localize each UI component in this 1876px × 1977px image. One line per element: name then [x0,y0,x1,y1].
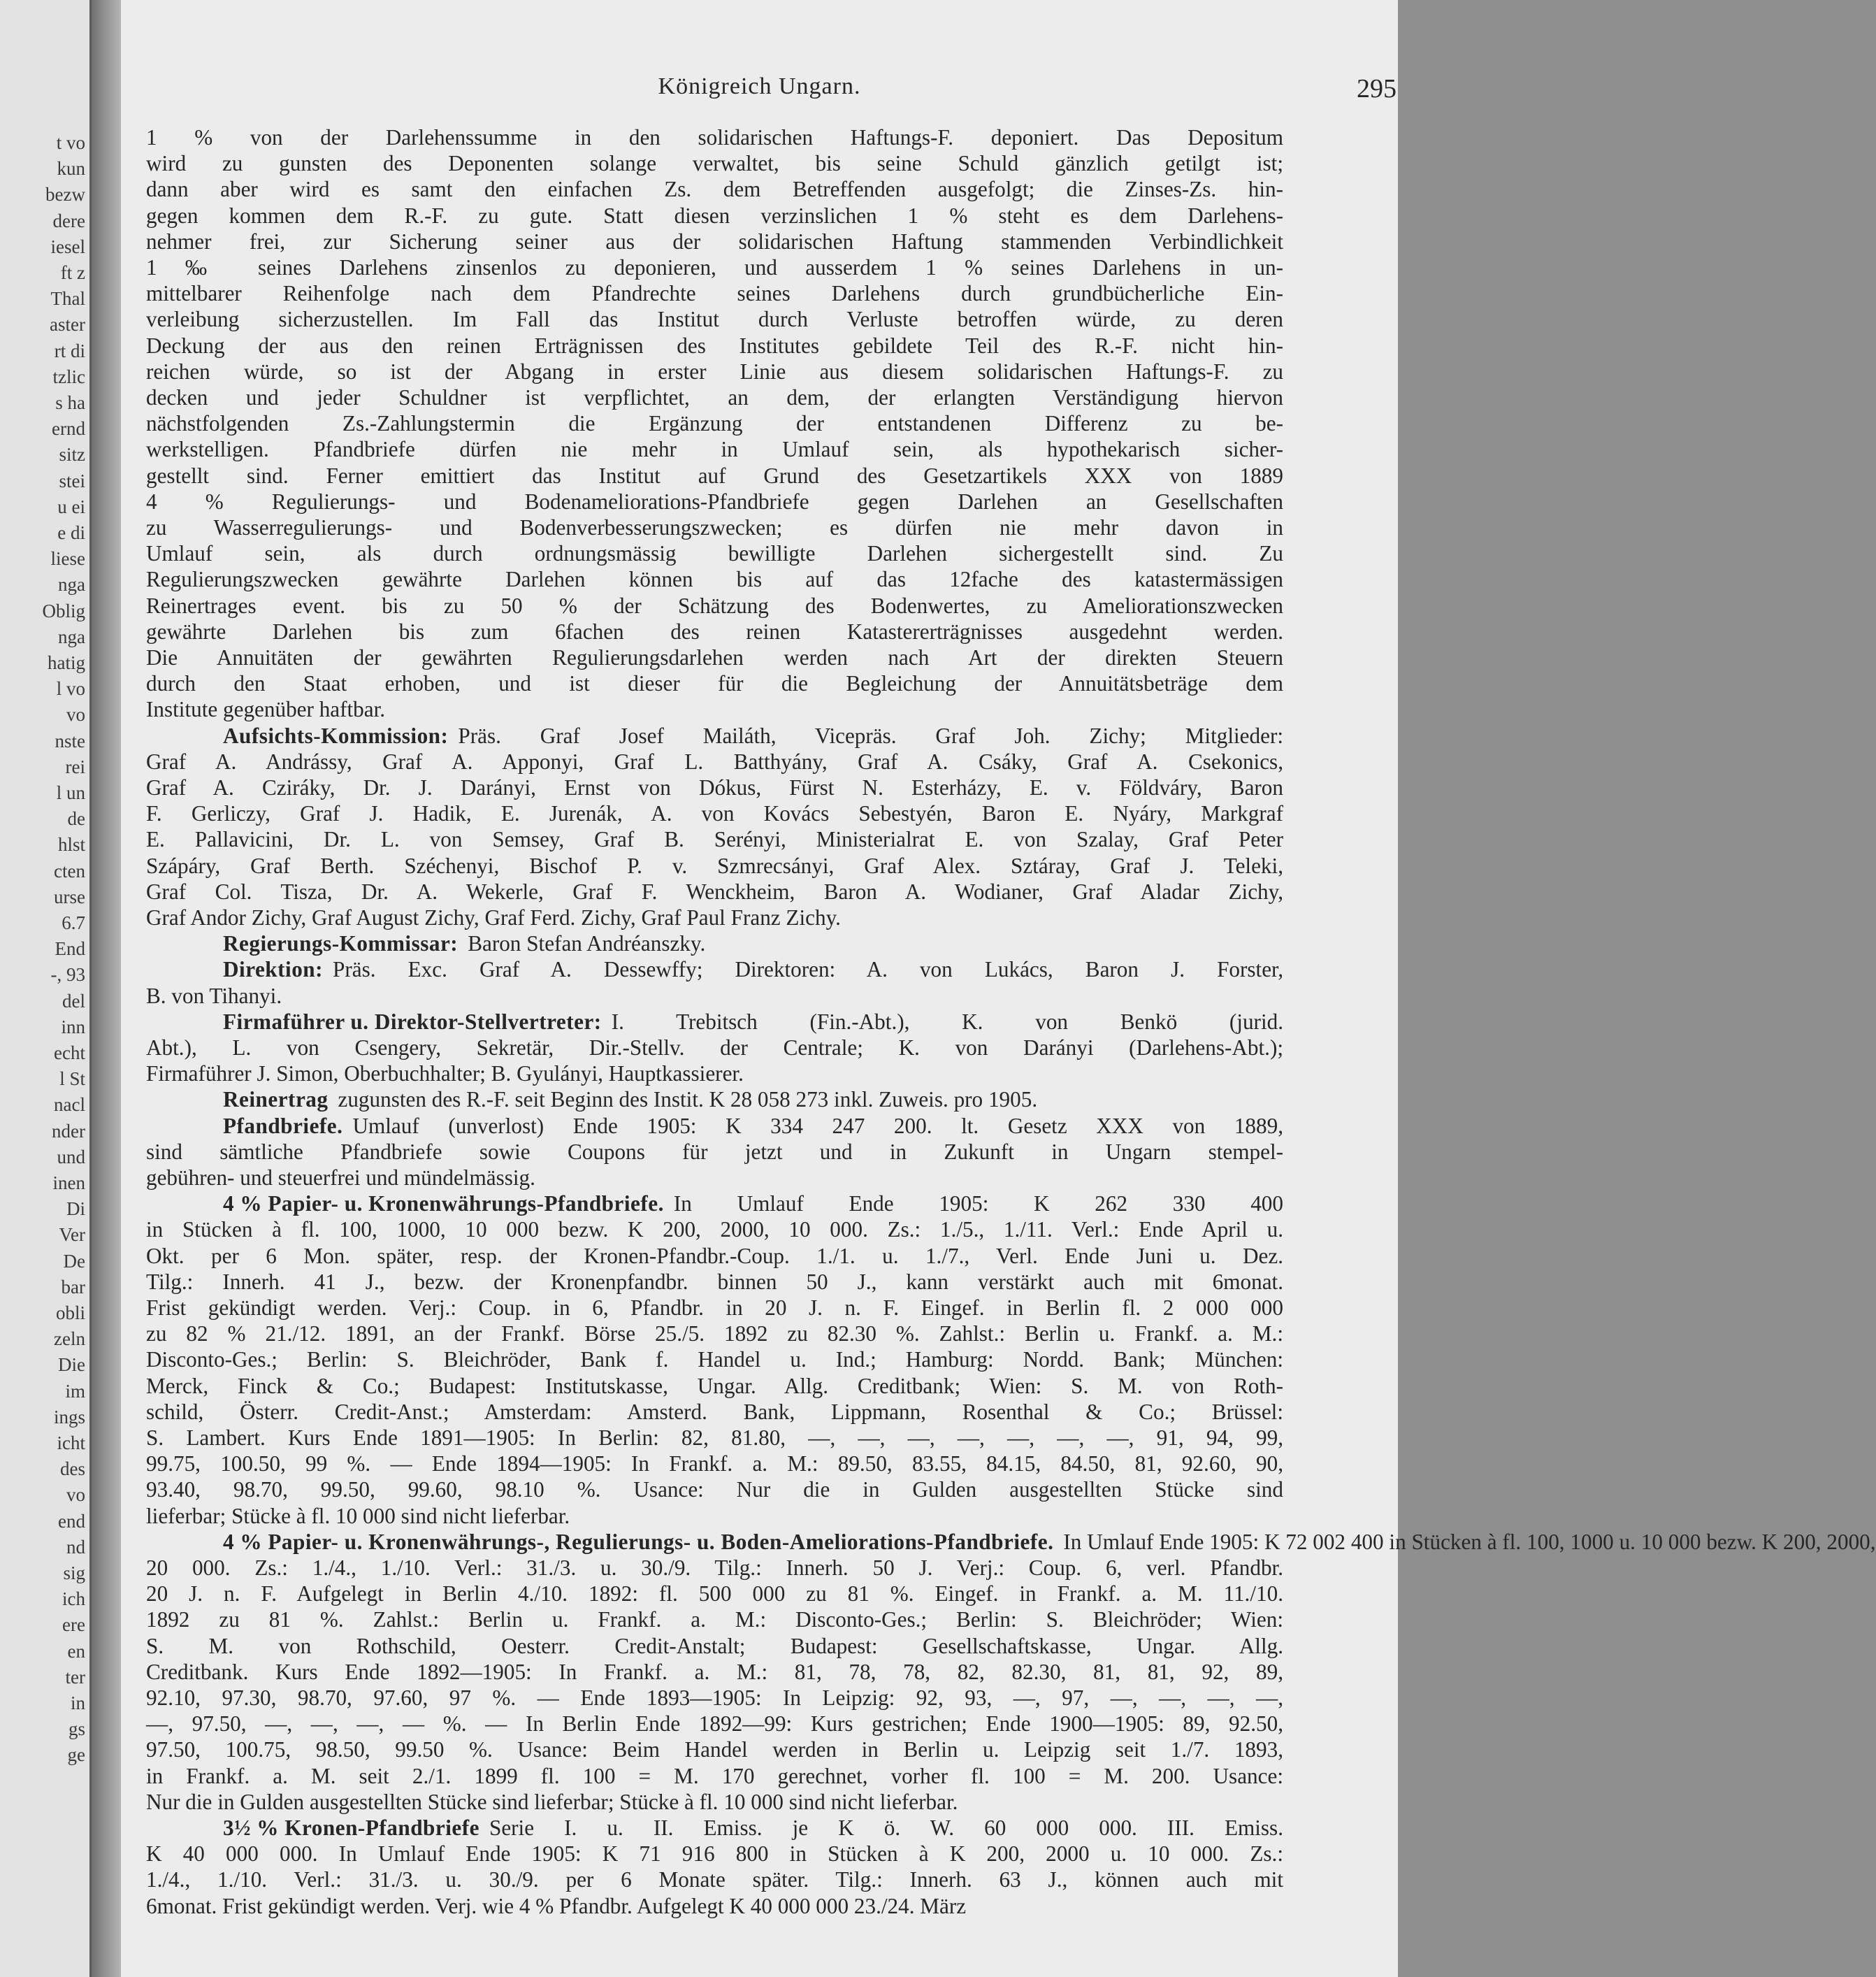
text-line [146,515,1283,540]
left-page-fragment: inn [61,1016,85,1037]
text-line [146,1295,1283,1321]
left-page-fragment: aster [50,314,85,336]
left-page-fragment: ernd [52,418,85,440]
line-text: Okt. per 6 Mon. später, resp. der Kronen-Pfandbr.-Coup. 1./1. u. 1./7., Verl. Ende Juni u. Dez. [146,1243,1283,1268]
section-heading: Reinertrag [223,1087,329,1112]
line-text: B. von Tihanyi. [146,983,282,1008]
text-line [146,1867,1283,1892]
text-line [146,956,1283,982]
line-text: Frist gekündigt werden. Verj.: Coup. in 6, Pfandbr. in 20 J. n. F. Eingef. in Berlin fl. 2 000 000 [146,1295,1283,1320]
line-text: 1 ‰ seines Darlehens zinsenlos zu deponieren, und ausserdem 1 % seines Darlehens in un- [146,255,1283,280]
text-line [146,645,1283,670]
text-line [146,696,1283,722]
page-header [121,73,1398,108]
line-text: zugunsten des R.-F. seit Beginn des Instit. K 28 058 273 inkl. Zuweis. pro 1905. [338,1087,1038,1112]
left-page-fragment: iesel [50,236,85,257]
line-text: Deckung der aus den reinen Erträgnissen des Institutes gebildete Teil des R.-F. nicht hin- [146,333,1283,358]
text-line [146,489,1283,515]
text-line [146,1113,1283,1139]
line-text: nehmer frei, zur Sicherung seiner aus der solidarischen Haftung stammenden Verbindlichkeit [146,229,1283,254]
text-line [146,930,1283,956]
line-text: 99.75, 100.50, 99 %. — Ende 1894—1905: In Frankf. a. M.: 89.50, 83.55, 84.15, 84.50, 81, 92.60, 90, [146,1451,1283,1476]
text-line [146,359,1283,384]
left-page-fragment: rt di [54,340,85,361]
line-text: Szápáry, Graf Berth. Széchenyi, Bischof P. v. Szmrecsányi, Graf Alex. Sztáray, Graf J. Teleki, [146,853,1283,878]
line-text: Firmaführer J. Simon, Oberbuchhalter; B. Gyulányi, Hauptkassierer. [146,1061,744,1086]
left-page-fragment: bar [61,1276,85,1297]
left-page-fragment: t vo [56,132,85,153]
text-line [146,203,1283,229]
text-line [146,619,1283,645]
left-page-fragment: dere [52,210,85,231]
text-line [146,1346,1283,1372]
text-line [146,1191,1283,1216]
left-page-fragment: nga [58,626,85,647]
text-line [146,436,1283,462]
line-text: in Frankf. a. M. seit 2./1. 1899 fl. 100 = M. 170 gerechnet, vorher fl. 100 = M. 200. Usance: [146,1763,1283,1788]
line-text: 6monat. Frist gekündigt werden. Verj. wie 4 % Pfandbr. Aufgelegt K 40 000 000 23./24. März [146,1893,967,1918]
left-page-fragment: sig [63,1562,85,1583]
line-text: 93.40, 98.70, 99.50, 99.60, 98.10 %. Usance: Nur die in Gulden ausgestellten Stücke sind [146,1477,1283,1502]
line-text: verleibung sicherzustellen. Im Fall das Institut durch Verluste betroffen würde, zu deren [146,307,1283,332]
text-line [146,1841,1283,1867]
left-page-fragment: nga [58,574,85,596]
left-page-fragment: gs [68,1718,85,1740]
left-page-fragment: ge [67,1744,85,1766]
line-text: in Stücken à fl. 100, 1000, 10 000 bezw. K 200, 2000, 10 000. Zs.: 1./5., 1./11. Verl.: Ende April u. [146,1217,1283,1242]
line-text: schild, Österr. Credit-Anst.; Amsterdam: Amsterd. Bank, Lippmann, Rosenthal & Co.; Brüssel: [146,1399,1283,1424]
text-line [146,229,1283,254]
line-text: 4 % Regulierungs- und Bodenameliorations-Pfandbriefe gegen Darlehen an Gesellschaften [146,489,1283,514]
line-text: Graf Andor Zichy, Graf August Zichy, Graf Ferd. Zichy, Graf Paul Franz Zichy. [146,905,841,930]
text-line [146,1165,1283,1191]
text-line [146,1581,1283,1606]
line-text: Graf Col. Tisza, Dr. A. Wekerle, Graf F. Wenckheim, Baron A. Wodianer, Graf Aladar Zichy, [146,879,1283,904]
left-page-fragment: ft z [60,262,85,283]
text-line [146,749,1283,775]
line-text: Umlauf (unverlost) Ende 1905: K 334 247 200. lt. Gesetz XXX von 1889, [352,1113,1283,1138]
text-line [146,1893,1283,1919]
left-page-fragment: de [67,808,85,830]
left-page-fragment: Die [58,1354,85,1376]
left-page-fragment: inen [52,1172,85,1193]
line-text: gegen kommen dem R.-F. zu gute. Statt diesen verzinslichen 1 % steht es dem Darlehens- [146,203,1283,228]
text-line [146,280,1283,306]
left-page-fragment: sitz [59,444,85,466]
text-line [146,1503,1283,1529]
line-text: S. Lambert. Kurs Ende 1891—1905: In Berlin: 82, 81.80, —, —, —, —, —, —, —, 91, 94, 99, [146,1425,1283,1450]
text-line [146,1035,1283,1061]
text-line [146,800,1283,826]
line-text: zu 82 % 21./12. 1891, an der Frankf. Börse 25./5. 1892 zu 82.30 %. Zahlst.: Berlin u. Frankf. a. M.: [146,1321,1283,1346]
left-page-fragment: e di [57,522,85,543]
line-text: Merck, Finck & Co.; Budapest: Institutskasse, Ungar. Allg. Creditbank; Wien: S. M. von Roth- [146,1373,1283,1398]
section-heading: Direktion: [223,957,324,982]
text-line [146,176,1283,202]
left-page-fragment: cten [54,860,85,882]
section-heading: Pfandbriefe. [223,1113,343,1138]
left-page-fragment: del [62,990,85,1012]
line-text: mittelbarer Reihenfolge nach dem Pfandrechte seines Darlehens durch grundbücherliche Ein- [146,281,1283,306]
line-text: nächstfolgenden Zs.-Zahlungstermin die Ergänzung der entstandenen Differenz zu be- [146,411,1283,436]
text-line [146,1711,1283,1737]
line-text: Serie I. u. II. Emiss. je K ö. W. 60 000 000. III. Emiss. [489,1816,1283,1840]
left-page-fragment: ere [62,1614,85,1636]
line-text: 20 J. n. F. Aufgelegt in Berlin 4./10. 1892: fl. 500 000 zu 81 %. Eingef. in Frankf. a. M. 11./10. [146,1581,1283,1606]
line-text: E. Pallavicini, Dr. L. von Semsey, Graf B. Serényi, Ministerialrat E. von Szalay, Graf Peter [146,827,1283,852]
section-heading: 4 % Papier- u. Kronenwährungs-, Regulierungs- u. Boden-Ameliorations-Pfandbriefe. [223,1529,1054,1554]
line-text: —, 97.50, —, —, —, — %. — In Berlin Ende 1892—99: Kurs gestrichen; Ende 1900—1905: 89, 92.50, [146,1711,1283,1737]
line-text: Präs. Graf Josef Mailáth, Vicepräs. Graf Joh. Zichy; Mitglieder: [458,723,1283,748]
text-line [146,1216,1283,1242]
left-page-fragment: Ver [59,1224,85,1246]
left-page-fragment: nacl [54,1094,85,1116]
left-page-fragment: u ei [57,496,85,517]
left-page-fragment: echt [54,1042,85,1063]
line-text: Abt.), L. von Csengery, Sekretär, Dir.-Stellv. der Centrale; K. von Darányi (Darlehens-Abt.); [146,1035,1283,1060]
line-text: Reinertrages event. bis zu 50 % der Schätzung des Bodenwertes, zu Ameliorationszwecken [146,593,1283,618]
line-text: reichen würde, so ist der Abgang in erster Linie aus diesem solidarischen Haftungs-F. zu [146,359,1283,384]
section-heading: Aufsichts-Kommission: [223,723,449,748]
left-page-fragment: tzlic [52,366,85,387]
text-line [146,1139,1283,1165]
running-title: Königreich Ungarn. [658,73,861,99]
text-line [146,566,1283,592]
line-text: S. M. von Rothschild, Oesterr. Credit-Anstalt; Budapest: Gesellschaftskasse, Ungar. Allg. [146,1633,1283,1658]
line-text: wird zu gunsten des Deponenten solange verwaltet, bis seine Schuld gänzlich getilgt ist; [146,151,1283,176]
text-line [146,593,1283,619]
left-page-fragment: Thal [50,288,85,310]
line-text: Umlauf sein, als durch ordnungsmässig bewilligte Darlehen sichergestellt sind. Zu [146,541,1283,566]
line-text: F. Gerliczy, Graf J. Hadik, E. Jurenák, A. von Kovács Sebestyén, Baron E. Nyáry, Markgraf [146,801,1283,826]
line-text: Präs. Exc. Graf A. Dessewffy; Direktoren: A. von Lukács, Baron J. Forster, [333,957,1283,982]
book-page [121,0,1876,1977]
line-text: In Umlauf Ende 1905: K 72 002 400 in Stücken à fl. 100, 1000 u. 10 000 bezw. K 200, 2000, [1063,1529,1876,1554]
text-line [146,1451,1283,1476]
left-page-fragment: s ha [55,392,85,413]
section-heading: 4 % Papier- u. Kronenwährungs-Pfandbriefe. [223,1191,664,1216]
line-text: Institute gegenüber haftbar. [146,697,386,722]
text-line [146,463,1283,489]
left-page-fragment: ter [65,1666,85,1688]
text-line [146,1789,1283,1815]
text-line [146,333,1283,359]
line-text: durch den Staat erhoben, und ist dieser für die Begleichung der Annuitätsbeträge dem [146,671,1283,696]
line-text: Regulierungszwecken gewährte Darlehen können bis auf das 12fache des katastermässigen [146,567,1283,592]
section-heading: 3½ % Kronen-Pfandbriefe [223,1816,479,1840]
text-line [146,410,1283,436]
line-text: zu Wasserregulierungs- und Bodenverbesserungszwecken; es dürfen nie mehr davon in [146,515,1283,540]
line-text: dann aber wird es samt den einfachen Zs. dem Betreffenden ausgefolgt; die Zinses-Zs. hin- [146,177,1283,202]
left-page-fragment: 6.7 [62,912,85,933]
text-line [146,879,1283,905]
left-page-fragment: l vo [56,678,85,700]
left-page-fragment: vo [66,1484,85,1506]
text-line [146,775,1283,800]
text-line [146,983,1283,1009]
left-page-fragment: nd [66,1536,85,1558]
text-line [146,306,1283,332]
line-text: lieferbar; Stücke à fl. 10 000 sind nicht lieferbar. [146,1503,570,1528]
text-line [146,1763,1283,1789]
line-text: Baron Stefan Andréanszky. [468,931,706,956]
left-page-fragment: kun [57,158,85,180]
line-text: 1./4., 1./10. Verl.: 31./3. u. 30./9. per 6 Monate später. Tilg.: Innerh. 63 J., können auch mit [146,1867,1283,1892]
left-page-fragment: De [63,1250,85,1272]
left-page-fragment: icht [57,1432,85,1453]
left-page-fragment: liese [50,548,85,570]
line-text: Graf A. Cziráky, Dr. J. Darányi, Ernst von Dókus, Fürst N. Esterházy, E. v. Földváry, Baron [146,775,1283,800]
left-page-fragment: hatig [48,652,85,673]
text-line [146,1685,1283,1711]
text-line [146,150,1283,176]
left-page-fragment: l un [56,782,85,803]
line-text: 20 000. Zs.: 1./4., 1./10. Verl.: 31./3. u. 30./9. Tilg.: Innerh. 50 J. Verj.: Coup. 6, verl. Pfandbr. [146,1555,1283,1580]
text-line [146,1399,1283,1425]
text-line [146,1606,1283,1632]
line-text: gewährte Darlehen bis zum 6fachen des reinen Katastererträgnisses ausgedehnt werden. [146,619,1283,644]
left-page-fragment: hlst [57,834,85,856]
text-line [146,1061,1283,1086]
text-line [146,1009,1283,1035]
line-text: Graf A. Andrássy, Graf A. Apponyi, Graf L. Batthyány, Graf A. Csáky, Graf A. Csekonics, [146,749,1283,774]
left-page-fragment: l St [59,1068,85,1090]
text-line [146,124,1283,150]
text-line [146,384,1283,410]
text-line [146,1425,1283,1451]
left-page-fragment: urse [54,886,85,907]
page-number: 295 [1357,74,1397,103]
left-page-fragment: rei [65,756,85,777]
left-page-fragment: en [67,1640,85,1662]
text-line [146,254,1283,280]
left-page-fragment: nste [55,730,85,752]
text-line [146,1269,1283,1295]
text-line [146,540,1283,566]
text-line [146,826,1283,852]
left-page-fragment: nder [52,1120,85,1142]
line-text: I. Trebitsch (Fin.-Abt.), K. von Benkö (jurid. [611,1009,1283,1034]
left-page-fragment: des [60,1458,85,1480]
left-page-fragment: stei [59,470,85,491]
text-line [146,1555,1283,1581]
left-page-fragment: ich [62,1588,85,1610]
text-line [146,723,1283,749]
text-line [146,1373,1283,1399]
line-text: 97.50, 100.75, 98.50, 99.50 %. Usance: Beim Handel werden in Berlin u. Leipzig seit 1./7. 1893, [146,1737,1283,1762]
text-line [146,1321,1283,1346]
left-page-fragment: vo [66,704,85,726]
text-line [146,853,1283,879]
left-page-fragment: im [65,1380,85,1402]
left-page-fragment: ings [53,1406,85,1428]
text-line [146,1659,1283,1685]
line-text: gestellt sind. Ferner emittiert das Institut auf Grund des Gesetzartikels XXX von 1889 [146,463,1283,488]
line-text: Disconto-Ges.; Berlin: S. Bleichröder, Bank f. Handel u. Ind.; Hamburg: Nordd. Bank; München: [146,1347,1283,1372]
left-page-fragment: -, 93 [50,964,85,986]
text-line [146,905,1283,930]
left-page-fragment: Di [66,1198,85,1220]
line-text: 92.10, 97.30, 98.70, 97.60, 97 %. — Ende 1893—1905: In Leipzig: 92, 93, —, 97, —, —, —, —, [146,1685,1283,1710]
line-text: K 40 000 000. In Umlauf Ende 1905: K 71 916 800 in Stücken à K 200, 2000 u. 10 000. Zs.: [146,1841,1283,1867]
left-page-fragment: end [58,1510,85,1532]
line-text: Creditbank. Kurs Ende 1892—1905: In Frankf. a. M.: 81, 78, 78, 82, 82.30, 81, 81, 92, 89, [146,1659,1283,1684]
text-line [146,1476,1283,1502]
text-line [146,1086,1283,1112]
text-line [146,670,1283,696]
line-text: In Umlauf Ende 1905: K 262 330 400 [673,1191,1283,1216]
left-facing-page [0,0,92,1977]
left-page-fragment: und [57,1146,85,1167]
line-text: 1892 zu 81 %. Zahlst.: Berlin u. Frankf. a. M.: Disconto-Ges.; Berlin: S. Bleichröder; Wien: [146,1607,1283,1632]
left-page-fragment: bezw [45,184,85,206]
text-line [146,1815,1283,1841]
text-line [146,1633,1283,1659]
left-page-fragment: Oblig [42,600,85,621]
text-line [146,1737,1283,1762]
text-line [146,1529,1876,1555]
line-text: Die Annuitäten der gewährten Regulierungsdarlehen werden nach Art der direkten Steuern [146,645,1283,670]
line-text: gebühren- und steuerfrei und mündelmässig. [146,1165,535,1190]
left-page-fragment: obli [55,1302,85,1323]
line-text: sind sämtliche Pfandbriefe sowie Coupons für jetzt und in Zukunft in Ungarn stempel- [146,1139,1283,1164]
left-page-fragment: in [70,1692,85,1713]
left-page-fragment: End [55,938,85,960]
line-text: Tilg.: Innerh. 41 J., bezw. der Kronenpfandbr. binnen 50 J., kann verstärkt auch mit 6monat. [146,1269,1283,1294]
line-text: werkstelligen. Pfandbriefe dürfen nie mehr in Umlauf sein, als hypothekarisch sicher- [146,437,1283,462]
text-line [146,1243,1283,1269]
line-text: Nur die in Gulden ausgestellten Stücke sind lieferbar; Stücke à fl. 10 000 sind nicht lieferbar. [146,1789,958,1814]
line-text: 1 % von der Darlehenssumme in den solidarischen Haftungs-F. deponiert. Das Depositum [146,125,1283,150]
section-heading: Firmaführer u. Direktor-Stellvertreter: [223,1009,602,1034]
section-heading: Regierungs-Kommissar: [223,931,459,956]
book-gutter [92,0,121,1977]
line-text: decken und jeder Schuldner ist verpflichtet, an dem, der erlangten Verständigung hiervon [146,385,1283,410]
left-page-fragment: zeln [54,1328,85,1350]
